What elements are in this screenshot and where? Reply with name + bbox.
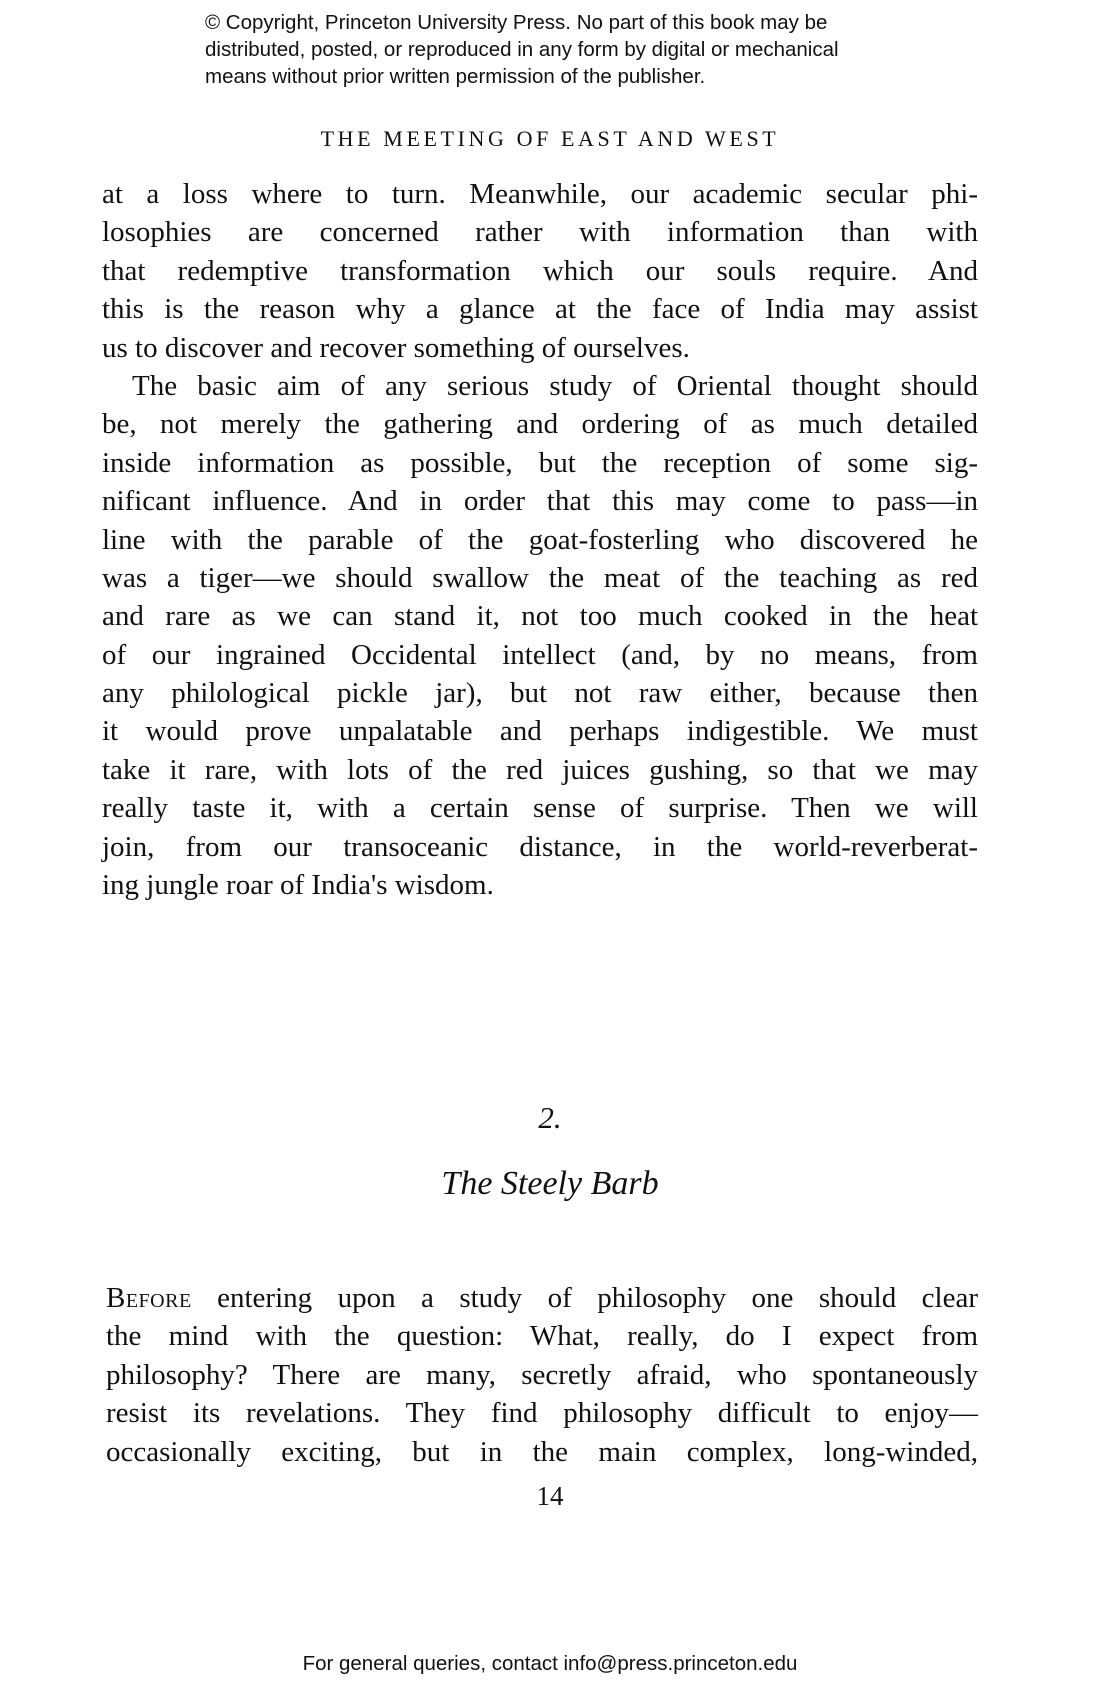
lead-word: Before: [106, 1282, 192, 1314]
text-line: us to discover and recover something of ourselves.: [102, 331, 690, 364]
text-line: ing jungle roar of India's wisdom.: [102, 869, 494, 902]
text-line: philosophy? There are many, secretly afraid, who spontaneously: [106, 1358, 978, 1391]
text-line: line with the parable of the goat-fosterling who discovered he: [102, 523, 978, 556]
text-line: this is the reason why a glance at the face of India may assist: [102, 293, 978, 326]
section-title: The Steely Barb: [441, 1165, 659, 1202]
text-line: occasionally exciting, but in the main complex, long-winded,: [106, 1435, 978, 1468]
text-line: resist its revelations. They find philosophy difficult to enjoy—: [106, 1397, 978, 1430]
text-line: was a tiger—we should swallow the meat of the teaching as red: [102, 561, 978, 594]
section-number: 2.: [538, 1100, 562, 1135]
text-line: the mind with the question: What, really, do I expect from: [106, 1320, 978, 1353]
copyright-line: distributed, posted, or reproduced in any form by digital or mechanical: [205, 38, 839, 61]
running-head: THE MEETING OF EAST AND WEST: [320, 126, 780, 151]
text-line: take it rare, with lots of the red juices gushing, so that we may: [102, 753, 978, 786]
page-number: 14: [536, 1481, 564, 1511]
body-text-section: [106, 1279, 978, 1471]
text-line: losophies are concerned rather with information than with: [102, 216, 978, 249]
copyright-notice: [205, 9, 925, 90]
text-line: The basic aim of any serious study of Oriental thought should: [132, 369, 978, 402]
copyright-line: means without prior written permission of the publisher.: [205, 65, 706, 88]
text-line: at a loss where to turn. Meanwhile, our academic secular phi-: [102, 178, 978, 210]
text-line-first: [106, 1279, 978, 1317]
text-line: and rare as we can stand it, not too much cooked in the heat: [102, 600, 978, 633]
text-line: that redemptive transformation which our souls require. And: [102, 254, 978, 287]
first-line-rest: entering upon a study of philosophy one should clear: [191, 1282, 978, 1314]
footer-contact: For general queries, contact info@press.princeton.edu: [302, 1652, 798, 1675]
text-line: really taste it, with a certain sense of surprise. Then we will: [102, 792, 978, 825]
text-line: be, not merely the gathering and ordering of as much detailed: [102, 408, 978, 441]
text-line: it would prove unpalatable and perhaps indigestible. We must: [102, 715, 978, 748]
text-line: inside information as possible, but the reception of some sig-: [102, 446, 978, 479]
body-text-top: [102, 175, 978, 904]
text-line: join, from our transoceanic distance, in the world-reverberat-: [102, 830, 978, 863]
copyright-line: © Copyright, Princeton University Press. No part of this book may be: [205, 11, 828, 34]
text-line: of our ingrained Occidental intellect (and, by no means, from: [102, 638, 978, 671]
text-line: any philological pickle jar), but not raw either, because then: [102, 677, 978, 710]
text-line: nificant influence. And in order that this may come to pass—in: [102, 485, 978, 518]
